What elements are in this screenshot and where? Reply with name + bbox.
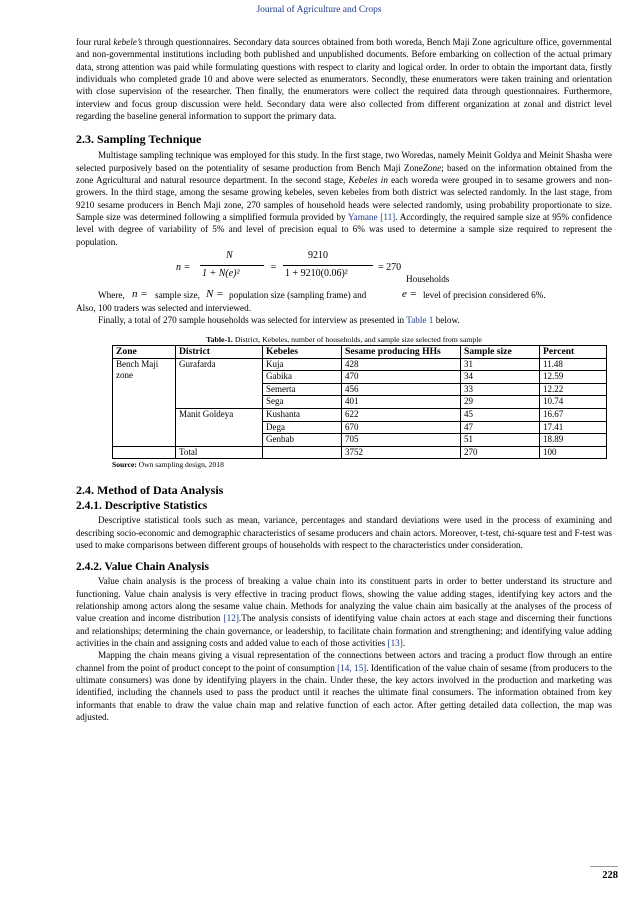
kebele-cell: Semerta	[263, 383, 342, 396]
sample-cell: 34	[461, 371, 540, 384]
total-sample-cell: 270	[461, 446, 540, 459]
hhs-cell: 670	[342, 421, 461, 434]
citation-14-15-link[interactable]: [14, 15]	[337, 662, 367, 673]
empty-cell	[263, 446, 342, 459]
hhs-cell: 470	[342, 371, 461, 384]
sample-cell: 45	[461, 408, 540, 421]
table-reference-sentence: Finally, a total of 270 sample households was selected for interview as presented in Table 1 below.	[98, 315, 460, 326]
header-hhs: Sesame producing HHs	[342, 345, 461, 358]
sampling-paragraph: Multistage sampling technique was employed for this study. In the first stage, two Woredas, namely Meinit Goldya and Meinit Shasha were selected purposively based on the potentiality of sesame production from Bench Maji ZoneZone; based on the information obtained from the zone Agricultural and natural resource department. In the second stage, Kebeles in each woreda were grouped in to sesame growers and non-growers. In the third stage, among the sesame growing kebeles, seven kebeles from both district was selected randomly. In the last stage, from 9210 sesame producers in Bench Maji zone, 270 samples of household heads were selected randomly, using probability proportionate to size. Sample size was determined following a simplified formula provided by Yamane [11]. Accordingly, the required sample size at 95% confidence level with degree of variability of 5% and level of precision equal to 6% was used to determine a sample size required to represent the population.	[76, 150, 613, 247]
total-percent-cell: 100	[540, 446, 607, 459]
total-hhs-cell: 3752	[342, 446, 461, 459]
traders-sentence: Also, 100 traders was selected and interviewed.	[76, 302, 252, 313]
hhs-cell: 428	[342, 358, 461, 371]
table-row	[113, 358, 607, 371]
percent-cell: 18.89	[540, 434, 607, 447]
citation-12-link[interactable]: [12]	[223, 613, 239, 624]
hhs-cell: 456	[342, 383, 461, 396]
zone-cell: Bench Maji zone	[113, 358, 176, 446]
hhs-cell: 622	[342, 408, 461, 421]
kebele-cell: Dega	[263, 421, 342, 434]
intro-paragraph: four rural kebele’s through questionnaires. Secondary data sources obtained from both woreda, Bench Maji Zone agriculture office, governmental and non-governmental institutions including both published and unpublished documents. Before embarking on collection of the actual primary data, strong attention was paid while formulating questions with respect to clarity and logical order. In order to obtain the important data, firstly individuals who completed grade 10 and above were selected as enumerators. Secondly, these enumerators were taken training and orientation with close supervision of the researcher. Then finally, the enumerators were collect the required data through questionnaires. Furthermore, interview and focus group discussion were held. Secondary data were also collected from different organization at zonal and district level regarding the baseline general information to support the primary data.	[76, 37, 612, 121]
percent-cell: 10.74	[540, 396, 607, 409]
header-district: District	[176, 345, 263, 358]
sample-cell: 29	[461, 396, 540, 409]
header-zone: Zone	[113, 345, 176, 358]
sample-table	[112, 345, 607, 460]
district-cell: Manit Goldeya	[176, 408, 263, 446]
table-source: Source: Own sampling design, 2018	[112, 460, 224, 470]
table-total-row	[113, 446, 607, 459]
table-caption: Table-1. District, Kebeles, number of households, and sample size selected from sample	[206, 334, 482, 344]
header-kebeles: Kebeles	[263, 345, 342, 358]
table-row	[113, 408, 607, 421]
percent-cell: 16.67	[540, 408, 607, 421]
journal-header: Journal of Agriculture and Crops	[256, 5, 382, 15]
header-percent: Percent	[540, 345, 607, 358]
header-sample-size: Sample size	[461, 345, 540, 358]
empty-cell	[113, 446, 176, 459]
sample-cell: 47	[461, 421, 540, 434]
kebele-cell: Kuja	[263, 358, 342, 371]
kebele-cell: Gabika	[263, 371, 342, 384]
citation-13-link[interactable]: [13]	[387, 637, 403, 648]
percent-cell: 12.59	[540, 371, 607, 384]
value-chain-paragraph-1: Value chain analysis is the process of breaking a value chain into its constituent parts in order to better understand its structure and functioning. Value chain analysis is very effective in tracing product flows, showing the value adding stages, identifying key actors and the relationship among actors along the sesame value chain. Methods for analyzing the value chain aim basically at the analyses of the process of value creation and income distribution [12].The analysis consists of identifying value chain actors at each stage and discerning their functions and relationships; determining the chain governance, or leadership, to facilitate chain formation and strengthening; and identifying value adding activities in the chain and assigning costs and added value to each of those activities [13].	[76, 576, 612, 648]
value-chain-paragraph-2: Mapping the chain means giving a visual representation of the connections between actors and tracing a product flow through an entire channel from the point of product concept to the point of consumption [14, 15]. Identification of the value chain of sesame (from producers to the ultimate consumers) was done by identifying players in the chain. Under these, the key actors involved in the production and marketing was identified, including the channels used to pass the product until it reaches the ultimate final consumers. The information obtained from key informants that enable to draw the value chain map and relative function of each actor. After getting detailed data collection, the map was adjusted.	[76, 650, 612, 722]
method-heading: 2.4. Method of Data Analysis	[76, 483, 224, 498]
hhs-cell: 705	[342, 434, 461, 447]
sampling-heading: 2.3. Sampling Technique	[76, 132, 202, 147]
value-chain-heading: 2.4.2. Value Chain Analysis	[76, 561, 209, 574]
descriptive-heading: 2.4.1. Descriptive Statistics	[76, 500, 208, 513]
sample-cell: 31	[461, 358, 540, 371]
formula-definitions: Where, n = sample size, N = population size (sampling frame) and e = level of precision considered 6%.	[98, 287, 546, 300]
page-body	[76, 36, 612, 723]
sample-cell: 33	[461, 383, 540, 396]
descriptive-paragraph: Descriptive statistical tools such as mean, variance, percentages and standard deviations were used in the process of examining and describing socio-economic and demographic characteristics of sesame producers and chain actors. Moreover, t-test, chi-square test and F-test was used to make comparisons between different groups of households with respect to the characteristics under consideration.	[76, 515, 612, 550]
hhs-cell: 401	[342, 396, 461, 409]
percent-cell: 17.41	[540, 421, 607, 434]
district-cell: Gurafarda	[176, 358, 263, 408]
total-label-cell: Total	[176, 446, 263, 459]
table-1-link[interactable]: Table 1	[406, 315, 434, 326]
percent-cell: 12.22	[540, 383, 607, 396]
sample-cell: 51	[461, 434, 540, 447]
yamane-citation-link[interactable]: Yamane [11]	[347, 211, 396, 222]
percent-cell: 11.48	[540, 358, 607, 371]
page-number: 228	[602, 870, 618, 881]
kebele-cell: Genbab	[263, 434, 342, 447]
kebele-cell: Kushanta	[263, 408, 342, 421]
table-header-row	[113, 345, 607, 358]
yamane-formula: n = N 1 + N(e)² = 9210 1 + 9210(0.06)² = 270 Households	[176, 249, 450, 284]
kebele-cell: Sega	[263, 396, 342, 409]
page-number-rule	[590, 866, 618, 867]
